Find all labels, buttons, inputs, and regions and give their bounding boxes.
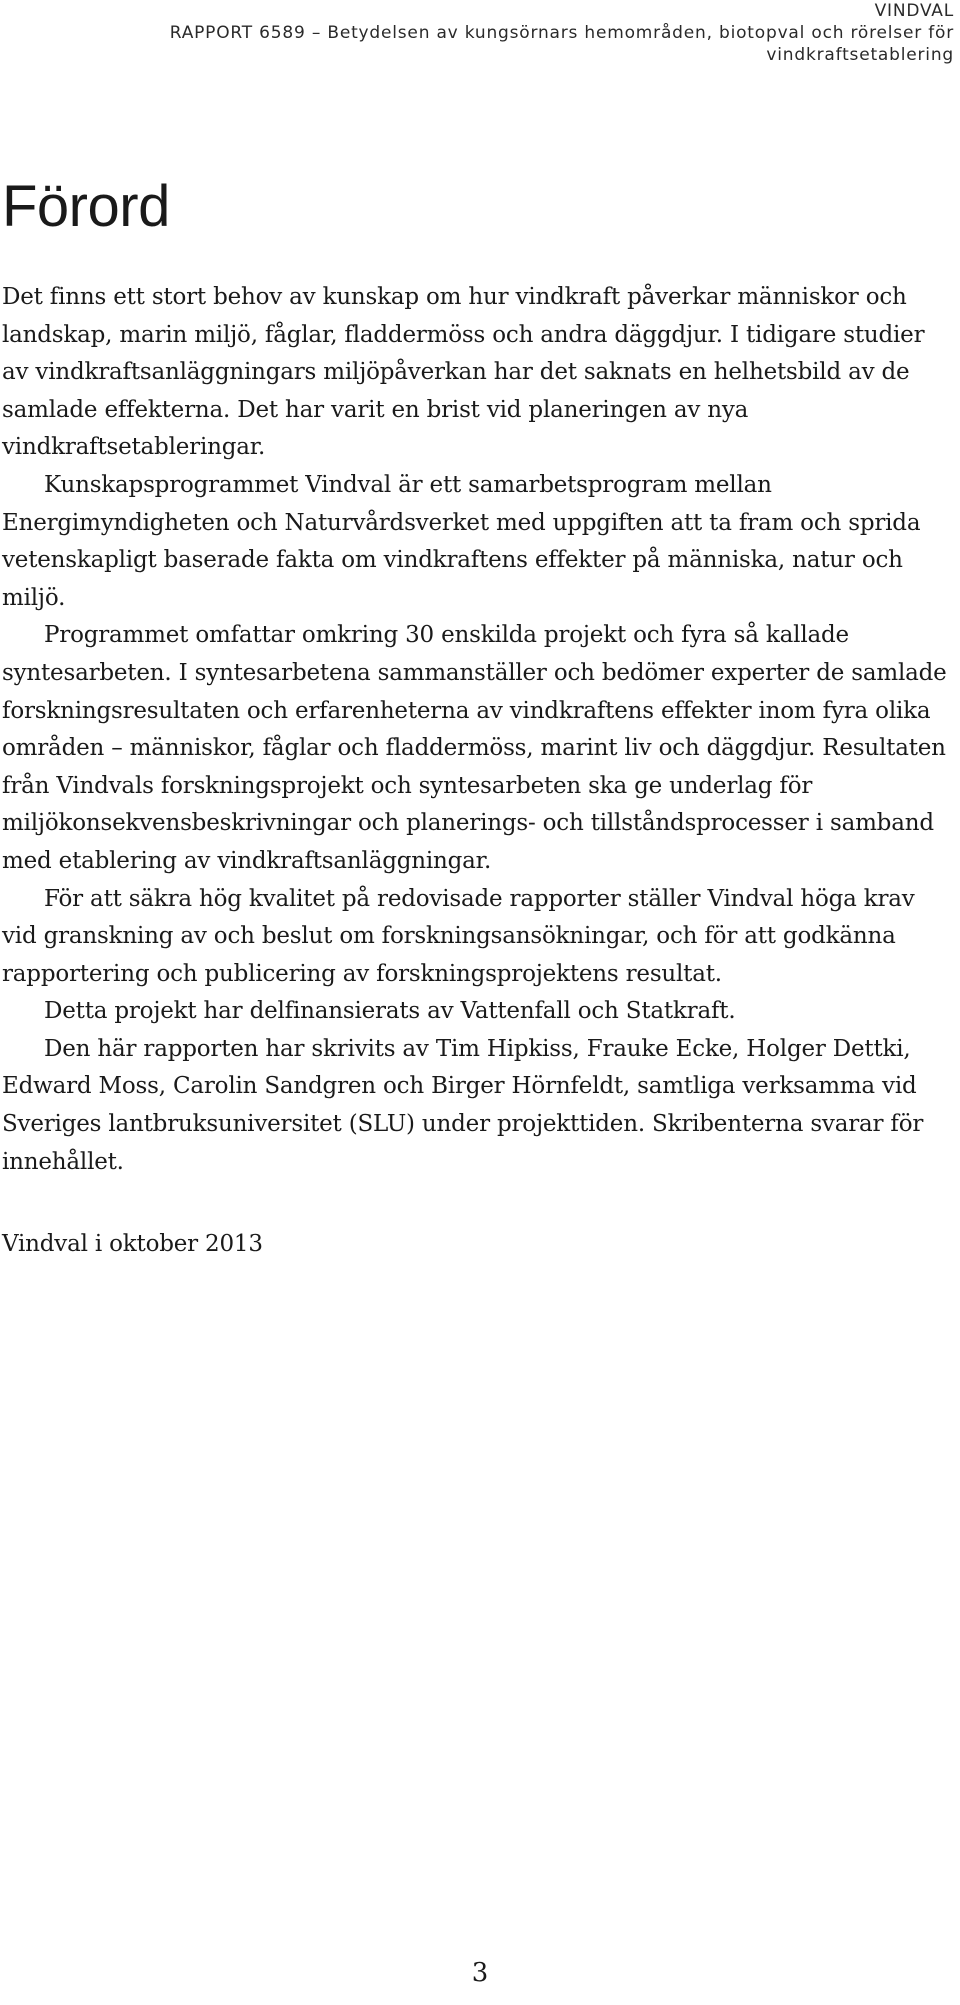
paragraph-authors: Den här rapporten har skrivits av Tim Hipkiss, Frauke Ecke, Holger Dettki, Edward Moss, Carolin Sandgren och Birger Hörnfeldt, samtliga verksamma vid Sveriges lantbruksuniversitet (SLU) under projekttiden. Skribenterna svarar för innehållet. (2, 1035, 924, 1175)
series-name: VINDVAL (874, 1, 954, 21)
paragraph-quality: För att säkra hög kvalitet på redovisade rapporter ställer Vindval höga krav vid granskning av och beslut om forskningsansökningar, och för att godkänna rapportering och publicering av forskningsprojektens resultat. (2, 885, 915, 987)
running-header (0, 0, 954, 66)
page-title: Förord (2, 174, 170, 239)
signature-line: Vindval i oktober 2013 (2, 1231, 263, 1257)
paragraph-program: Kunskapsprogrammet Vindval är ett samarbetsprogram mellan Energimyndigheten och Naturvårdsverket med uppgiften att ta fram och sprida vetenskapligt baserade fakta om vindkraftens effekter på människa, natur och miljö. (2, 471, 921, 611)
page-number: 3 (471, 1958, 489, 1988)
foreword-body (2, 279, 950, 1181)
paragraph-funding: Detta projekt har delfinansierats av Vattenfall och Statkraft. (44, 998, 736, 1025)
paragraph-intro: Det finns ett stort behov av kunskap om hur vindkraft påverkar människor och landskap, marin miljö, fåglar, fladdermöss och andra däggdjur. I tidigare studier av vindkraftsanläggningars miljöpåverkan har det saknats en helhetsbild av de samlade effekterna. Det har varit en brist vid planeringen av nya vindkraftsetableringar. (2, 284, 925, 461)
report-title: RAPPORT 6589 – Betydelsen av kungsörnars hemområden, biotopval och rörelser för vindkraftsetablering (169, 23, 954, 65)
paragraph-syntheses: Programmet omfattar omkring 30 enskilda projekt och fyra så kallade syntesarbeten. I syntesarbetena sammanställer och bedömer experter de samlade forskningsresultaten och erfarenheterna av vindkraftens effekter inom fyra olika områden – människor, fåglar och fladdermöss, marint liv och däggdjur. Resultaten från Vindvals forskningsprojekt och syntesarbeten ska ge underlag för miljökonsekvensbeskrivningar och planerings- och tillståndsprocesser i samband med etablering av vindkraftsanläggningar. (2, 622, 947, 874)
